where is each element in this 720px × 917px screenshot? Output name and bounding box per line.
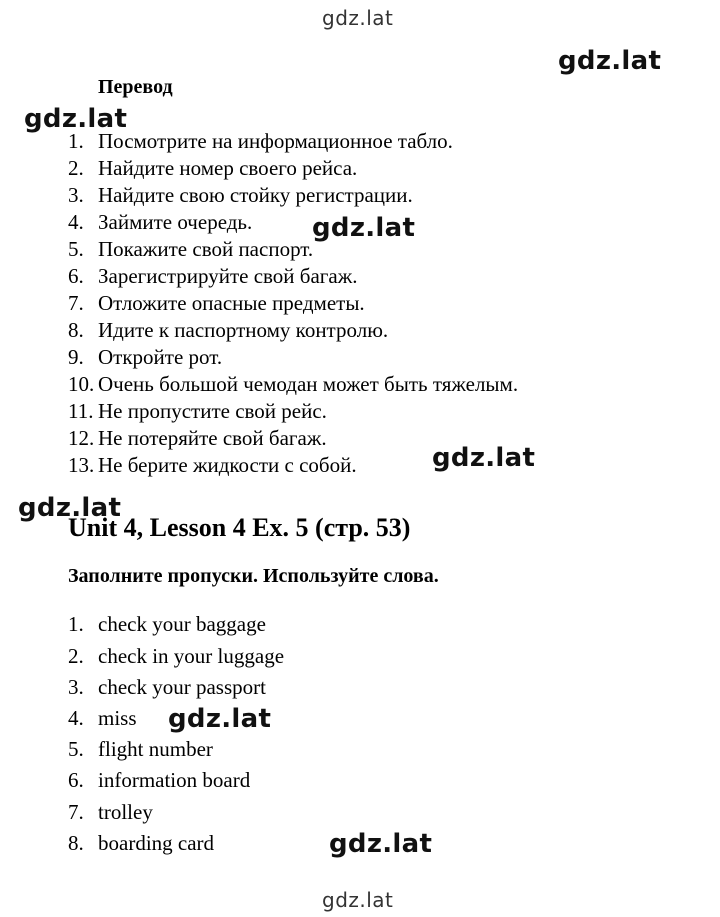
item-text: Откройте рот. bbox=[98, 345, 223, 369]
watermark-bottom: gdz.lat bbox=[322, 888, 394, 912]
exercise-title: Unit 4, Lesson 4 Ex. 5 (стр. 53) bbox=[68, 513, 411, 542]
item-number: 4. bbox=[68, 210, 84, 234]
item-number: 1. bbox=[68, 612, 84, 636]
list-item bbox=[68, 236, 313, 262]
item-text: Идите к паспортному контролю. bbox=[98, 318, 389, 342]
item-text: Найдите номер своего рейса. bbox=[98, 156, 358, 180]
item-text: boarding card bbox=[98, 831, 215, 855]
section-heading-translation: Перевод bbox=[98, 76, 173, 98]
list-item bbox=[68, 290, 365, 316]
list-item bbox=[68, 452, 357, 478]
list-item bbox=[68, 767, 250, 793]
item-text: Очень большой чемодан может быть тяжелым. bbox=[98, 372, 519, 396]
watermark: gdz.lat bbox=[329, 829, 433, 859]
item-text: Отложите опасные предметы. bbox=[98, 291, 365, 315]
list-item bbox=[68, 155, 357, 181]
item-text: check in your luggage bbox=[98, 644, 285, 668]
item-number: 7. bbox=[68, 800, 84, 824]
list-item bbox=[68, 182, 413, 208]
item-number: 12. bbox=[68, 426, 95, 450]
list-item bbox=[68, 830, 214, 856]
item-text: Не пропустите свой рейс. bbox=[98, 399, 327, 423]
watermark-top: gdz.lat bbox=[322, 6, 394, 30]
item-number: 5. bbox=[68, 237, 84, 261]
item-text: check your baggage bbox=[98, 612, 266, 636]
watermark: gdz.lat bbox=[432, 443, 536, 473]
list-item bbox=[68, 425, 327, 451]
item-number: 10. bbox=[68, 372, 95, 396]
item-text: Покажите свой паспорт. bbox=[98, 237, 314, 261]
item-text: Займите очередь. bbox=[98, 210, 253, 234]
item-number: 6. bbox=[68, 264, 84, 288]
watermark: gdz.lat bbox=[312, 213, 416, 243]
item-number: 3. bbox=[68, 183, 84, 207]
item-text: Посмотрите на информационное табло. bbox=[98, 129, 453, 153]
item-number: 11. bbox=[68, 399, 94, 423]
item-number: 7. bbox=[68, 291, 84, 315]
exercise-instruction: Заполните пропуски. Используйте слова. bbox=[68, 565, 439, 587]
item-text: Не потеряйте свой багаж. bbox=[98, 426, 327, 450]
list-item bbox=[68, 209, 252, 235]
watermark: gdz.lat bbox=[168, 704, 272, 734]
list-item bbox=[68, 799, 153, 825]
item-text: trolley bbox=[98, 800, 153, 824]
item-number: 8. bbox=[68, 831, 84, 855]
item-number: 1. bbox=[68, 129, 84, 153]
item-text: Найдите свою стойку регистрации. bbox=[98, 183, 413, 207]
item-text: check your passport bbox=[98, 675, 266, 699]
list-item bbox=[68, 611, 266, 637]
list-item bbox=[68, 398, 327, 424]
item-number: 2. bbox=[68, 644, 84, 668]
item-number: 9. bbox=[68, 345, 84, 369]
item-text: flight number bbox=[98, 737, 213, 761]
item-number: 6. bbox=[68, 768, 84, 792]
list-item bbox=[68, 317, 388, 343]
list-item bbox=[68, 263, 358, 289]
item-number: 4. bbox=[68, 706, 84, 730]
watermark: gdz.lat bbox=[18, 493, 122, 523]
item-number: 5. bbox=[68, 737, 84, 761]
watermark: gdz.lat bbox=[24, 104, 128, 134]
list-item bbox=[68, 344, 222, 370]
item-text: information board bbox=[98, 768, 251, 792]
list-item bbox=[68, 705, 137, 731]
list-item bbox=[68, 128, 453, 154]
item-number: 3. bbox=[68, 675, 84, 699]
list-item bbox=[68, 643, 284, 669]
list-item bbox=[68, 371, 518, 397]
list-item bbox=[68, 736, 213, 762]
item-text: Не берите жидкости с собой. bbox=[98, 453, 357, 477]
list-item bbox=[68, 674, 266, 700]
watermark: gdz.lat bbox=[558, 46, 662, 76]
item-text: miss bbox=[98, 706, 137, 730]
item-number: 13. bbox=[68, 453, 95, 477]
item-number: 2. bbox=[68, 156, 84, 180]
item-number: 8. bbox=[68, 318, 84, 342]
item-text: Зарегистрируйте свой багаж. bbox=[98, 264, 358, 288]
